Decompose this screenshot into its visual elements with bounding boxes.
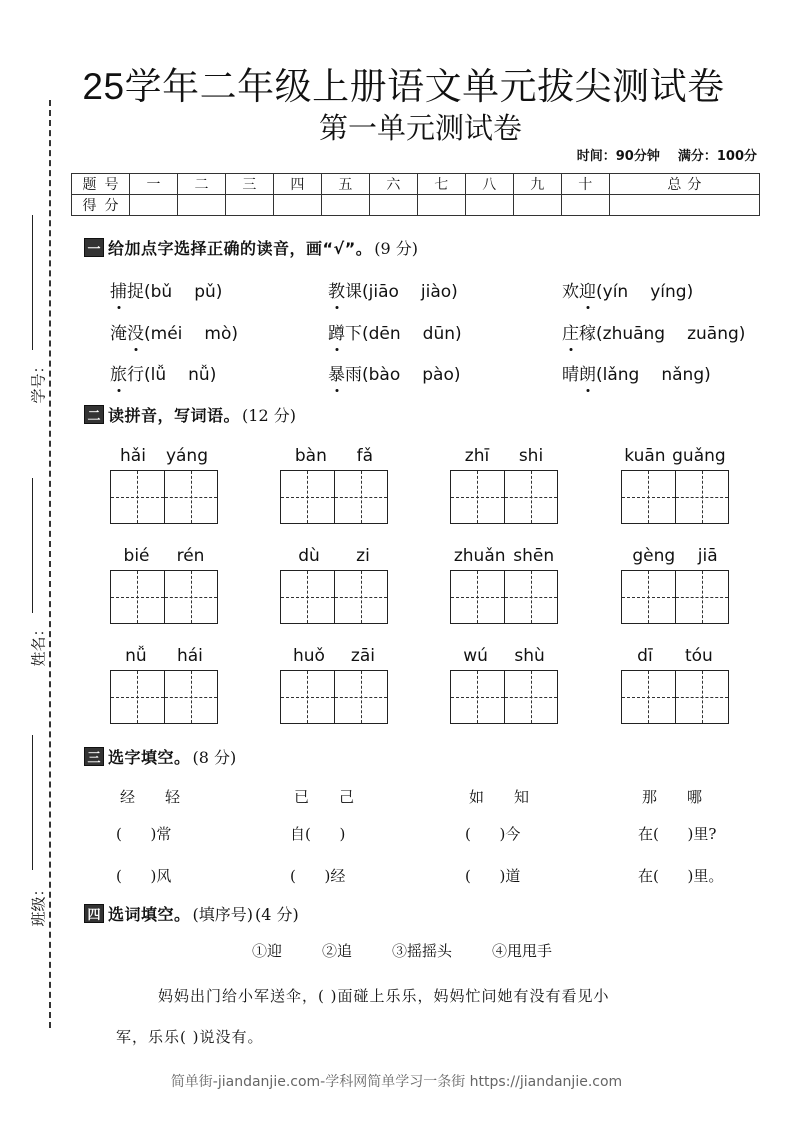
pinyin-syllable-1: dī bbox=[637, 646, 653, 666]
section-3-badge: 三 bbox=[84, 747, 104, 766]
word-chars bbox=[562, 324, 596, 344]
char: 稼 bbox=[579, 324, 596, 344]
reading-item bbox=[328, 277, 458, 302]
writing-cell[interactable] bbox=[622, 471, 675, 523]
word-chars bbox=[110, 324, 144, 344]
section-1-title: 给加点字选择正确的读音，画“√”。 bbox=[108, 239, 373, 258]
paren: ( bbox=[144, 365, 151, 385]
paren: ( bbox=[144, 282, 151, 302]
paren: ) bbox=[215, 282, 223, 302]
pinyin-option-2[interactable]: mò bbox=[204, 324, 232, 344]
section-4-badge: 四 bbox=[84, 904, 104, 923]
section-2-title: 读拼音，写词语。 bbox=[108, 406, 241, 425]
reading-item bbox=[562, 319, 745, 344]
writing-cell[interactable] bbox=[164, 571, 218, 623]
pinyin-option-1[interactable]: méi bbox=[150, 324, 183, 344]
choice-char-1: 经 bbox=[120, 788, 136, 806]
pinyin-word-box bbox=[110, 645, 218, 724]
writing-cell[interactable] bbox=[451, 471, 504, 523]
pinyin-option-2[interactable]: pào bbox=[422, 365, 454, 385]
pinyin-label bbox=[280, 445, 388, 467]
fill-blank-1[interactable]: ( )今 bbox=[465, 825, 521, 843]
pinyin-label bbox=[621, 645, 729, 667]
passage-line-1: 妈妈出门给小军送伞，( )面碰上乐乐，妈妈忙问她有没有看见小 bbox=[158, 987, 610, 1005]
score-cell[interactable] bbox=[465, 195, 513, 216]
pinyin-syllable-1: zhī bbox=[464, 446, 490, 466]
pinyin-syllable-2: shù bbox=[514, 646, 545, 666]
choice-char-1: 那 bbox=[642, 788, 658, 806]
paren: ) bbox=[686, 282, 694, 302]
pinyin-option-2[interactable]: yíng bbox=[650, 282, 687, 302]
pinyin-option-1[interactable]: zhuāng bbox=[602, 324, 666, 344]
reading-item bbox=[328, 319, 462, 344]
pinyin-syllable-1: bié bbox=[123, 546, 150, 566]
section-2-header bbox=[84, 403, 296, 426]
page-subtitle: 第一单元测试卷 bbox=[318, 113, 522, 145]
pinyin-syllable-1: zhuǎn bbox=[453, 546, 506, 566]
pinyin-word-box bbox=[280, 645, 388, 724]
pinyin-syllable-1: dù bbox=[298, 546, 320, 566]
writing-cell[interactable] bbox=[281, 671, 334, 723]
paren: ( bbox=[596, 282, 603, 302]
pinyin-word-box bbox=[280, 545, 388, 624]
col-1: 一 bbox=[130, 174, 178, 195]
section-4-header bbox=[84, 902, 299, 925]
choice-chars bbox=[290, 786, 354, 807]
dotted-char: 旅 bbox=[110, 360, 127, 385]
section-1-badge: 一 bbox=[84, 238, 104, 257]
fill-blank-2[interactable]: 在( )里。 bbox=[638, 867, 724, 885]
col-4: 四 bbox=[273, 174, 321, 195]
pinyin-option-2[interactable]: dūn bbox=[422, 324, 456, 344]
tianzige-grid bbox=[280, 670, 388, 724]
section-4-title: 选词填空。 bbox=[108, 905, 191, 924]
question-number-label: 题号 bbox=[72, 174, 130, 195]
choice-char-2: 己 bbox=[339, 788, 355, 806]
word-chars bbox=[328, 324, 362, 344]
passage-line-2: 军，乐乐( )说没有。 bbox=[116, 1028, 264, 1046]
tianzige-grid bbox=[450, 470, 558, 524]
score-label: 得分 bbox=[72, 195, 130, 216]
writing-cell[interactable] bbox=[334, 471, 388, 523]
pinyin-word-box bbox=[621, 545, 729, 624]
pinyin-syllable-2: zi bbox=[356, 546, 370, 566]
char: 课 bbox=[345, 282, 362, 302]
dotted-char: 没 bbox=[127, 319, 144, 344]
char: 行 bbox=[127, 365, 144, 385]
paren: ( bbox=[596, 365, 603, 385]
word-chars bbox=[328, 365, 362, 385]
writing-cell[interactable] bbox=[675, 471, 729, 523]
pinyin-option-1[interactable]: bǔ bbox=[150, 282, 173, 302]
paren: ( bbox=[362, 324, 369, 344]
reading-item bbox=[110, 277, 222, 302]
col-5: 五 bbox=[321, 174, 369, 195]
section-4-subtitle: (填序号) bbox=[192, 905, 254, 924]
char: 雨 bbox=[345, 365, 362, 385]
pinyin-syllable-2: fǎ bbox=[356, 446, 374, 466]
writing-cell[interactable] bbox=[451, 671, 504, 723]
paren: ( bbox=[362, 365, 369, 385]
choice-char-2: 知 bbox=[514, 788, 530, 806]
writing-cell[interactable] bbox=[504, 471, 558, 523]
tianzige-grid bbox=[110, 670, 218, 724]
reading-item bbox=[110, 319, 238, 344]
char-choice-group bbox=[116, 786, 180, 891]
fill-blank-2[interactable]: ( )经 bbox=[290, 867, 346, 885]
score-cell[interactable] bbox=[417, 195, 465, 216]
reading-item bbox=[110, 360, 216, 385]
paren: ( bbox=[144, 324, 151, 344]
pinyin-option-1[interactable]: bào bbox=[368, 365, 401, 385]
char-choice-group bbox=[465, 786, 529, 891]
pinyin-syllable-1: hǎi bbox=[120, 446, 146, 466]
pinyin-option-1[interactable]: lǚ bbox=[150, 365, 167, 385]
char: 下 bbox=[345, 324, 362, 344]
pinyin-label bbox=[110, 445, 218, 467]
tianzige-grid bbox=[280, 570, 388, 624]
writing-cell[interactable] bbox=[504, 671, 558, 723]
fill-blank-2[interactable]: ( )道 bbox=[465, 867, 521, 885]
col-7: 七 bbox=[417, 174, 465, 195]
class-label: 班级： bbox=[29, 881, 48, 927]
fill-blank-1[interactable]: 在( )里? bbox=[638, 825, 717, 843]
word-chars bbox=[562, 365, 596, 385]
pinyin-label bbox=[280, 645, 388, 667]
pinyin-syllable-2: guǎng bbox=[672, 446, 726, 466]
pinyin-syllable-2: shēn bbox=[513, 546, 555, 566]
score-cell[interactable] bbox=[561, 195, 609, 216]
choice-chars bbox=[465, 786, 529, 807]
pinyin-syllable-2: jiā bbox=[697, 546, 718, 566]
pinyin-syllable-2: rén bbox=[176, 546, 205, 566]
char-choice-group bbox=[638, 786, 723, 891]
pinyin-label bbox=[280, 545, 388, 567]
fill-blank-2[interactable]: ( )风 bbox=[116, 867, 172, 885]
pinyin-option-1[interactable]: jiāo bbox=[368, 282, 399, 302]
fill-blank-1[interactable]: 自( ) bbox=[290, 825, 346, 843]
watermark-footer: 简单街-jiandanjie.com-学科网简单学习一条街 https://jiandanjie.com bbox=[170, 1074, 623, 1090]
writing-cell[interactable] bbox=[111, 671, 164, 723]
paren: ) bbox=[209, 365, 217, 385]
pinyin-word-box bbox=[280, 445, 388, 524]
fill-blank-1[interactable]: ( )常 bbox=[116, 825, 172, 843]
score-table bbox=[71, 173, 760, 216]
col-10: 十 bbox=[561, 174, 609, 195]
option-1: ①迎 bbox=[252, 942, 283, 960]
tianzige-grid bbox=[450, 570, 558, 624]
writing-cell[interactable] bbox=[281, 471, 334, 523]
writing-cell[interactable] bbox=[451, 571, 504, 623]
pinyin-syllable-2: tóu bbox=[684, 646, 713, 666]
option-4: ④甩甩手 bbox=[492, 942, 553, 960]
word-chars bbox=[110, 365, 144, 385]
section-3-score: (8 分) bbox=[192, 748, 237, 767]
dotted-char: 蹲 bbox=[328, 319, 345, 344]
tianzige-grid bbox=[110, 470, 218, 524]
page-title: 25学年二年级上册语文单元拔尖测试卷 bbox=[82, 66, 725, 107]
writing-cell[interactable] bbox=[622, 671, 675, 723]
score-row bbox=[72, 195, 760, 216]
student-id-label: 学号： bbox=[29, 358, 48, 404]
pinyin-word-box bbox=[110, 445, 218, 524]
name-label: 姓名： bbox=[29, 621, 48, 667]
paren: ) bbox=[453, 365, 461, 385]
pinyin-syllable-2: shi bbox=[518, 446, 544, 466]
pinyin-syllable-1: gèng bbox=[632, 546, 676, 566]
reading-item bbox=[328, 360, 461, 385]
section-3-header bbox=[84, 745, 236, 768]
writing-cell[interactable] bbox=[111, 571, 164, 623]
tianzige-grid bbox=[621, 670, 729, 724]
pinyin-word-box bbox=[450, 545, 558, 624]
paren: ) bbox=[455, 324, 462, 344]
paren: ) bbox=[231, 324, 238, 344]
score-cell[interactable] bbox=[513, 195, 561, 216]
question-number-row bbox=[72, 174, 760, 195]
pinyin-word-box bbox=[450, 645, 558, 724]
col-9: 九 bbox=[513, 174, 561, 195]
writing-cell[interactable] bbox=[164, 671, 218, 723]
pinyin-syllable-1: bàn bbox=[294, 446, 327, 466]
paren: ( bbox=[596, 324, 603, 344]
score-cell[interactable] bbox=[369, 195, 417, 216]
writing-cell[interactable] bbox=[675, 671, 729, 723]
tianzige-grid bbox=[280, 470, 388, 524]
col-6: 六 bbox=[369, 174, 417, 195]
tianzige-grid bbox=[621, 570, 729, 624]
choice-char-1: 已 bbox=[294, 788, 310, 806]
score-cell[interactable] bbox=[225, 195, 273, 216]
choice-char-1: 如 bbox=[469, 788, 485, 806]
pinyin-label bbox=[450, 445, 558, 467]
pinyin-syllable-2: hái bbox=[176, 646, 203, 666]
writing-cell[interactable] bbox=[334, 571, 388, 623]
paren: ) bbox=[738, 324, 746, 344]
pinyin-label bbox=[110, 545, 218, 567]
pinyin-syllable-1: kuān bbox=[624, 446, 666, 466]
paren: ) bbox=[451, 282, 458, 302]
col-3: 三 bbox=[225, 174, 273, 195]
dotted-char: 捕 bbox=[110, 277, 127, 302]
pinyin-option-1[interactable]: dēn bbox=[368, 324, 401, 344]
writing-cell[interactable] bbox=[111, 471, 164, 523]
writing-cell[interactable] bbox=[281, 571, 334, 623]
paren: ( bbox=[362, 282, 369, 302]
word-options bbox=[252, 940, 552, 961]
word-chars bbox=[562, 282, 596, 302]
total-score-cell[interactable] bbox=[609, 195, 759, 216]
student-id-field[interactable] bbox=[32, 215, 33, 350]
col-8: 八 bbox=[465, 174, 513, 195]
section-1-score: (9 分) bbox=[374, 239, 418, 258]
option-3: ③摇摇头 bbox=[392, 942, 453, 960]
pinyin-word-box bbox=[621, 645, 729, 724]
writing-cell[interactable] bbox=[164, 471, 218, 523]
reading-item bbox=[562, 360, 711, 385]
pinyin-syllable-2: zāi bbox=[350, 646, 375, 666]
section-2-score: (12 分) bbox=[242, 406, 296, 425]
pinyin-syllable-1: huǒ bbox=[292, 646, 325, 666]
time-limit: 时间：90分钟 bbox=[576, 149, 660, 164]
score-cell[interactable] bbox=[321, 195, 369, 216]
choice-char-2: 哪 bbox=[687, 788, 703, 806]
tianzige-grid bbox=[621, 470, 729, 524]
section-1-header bbox=[84, 236, 418, 259]
char: 晴 bbox=[562, 365, 579, 385]
pinyin-word-box bbox=[110, 545, 218, 624]
name-field[interactable] bbox=[32, 478, 33, 613]
full-score: 满分：100分 bbox=[677, 149, 757, 164]
dotted-char: 暴 bbox=[328, 360, 345, 385]
choice-chars bbox=[638, 786, 723, 807]
score-cell[interactable] bbox=[273, 195, 321, 216]
dotted-char: 迎 bbox=[579, 277, 596, 302]
section-4-score: (4 分) bbox=[255, 905, 299, 924]
char-choice-group bbox=[290, 786, 354, 891]
char: 捉 bbox=[127, 282, 144, 302]
pinyin-option-2[interactable]: jiào bbox=[420, 282, 452, 302]
writing-cell[interactable] bbox=[675, 571, 729, 623]
pinyin-label bbox=[450, 545, 558, 567]
exam-meta bbox=[577, 145, 757, 164]
col-2: 二 bbox=[177, 174, 225, 195]
char: 淹 bbox=[110, 324, 127, 344]
pinyin-word-box bbox=[450, 445, 558, 524]
writing-cell[interactable] bbox=[622, 571, 675, 623]
writing-cell[interactable] bbox=[504, 571, 558, 623]
dotted-char: 教 bbox=[328, 277, 345, 302]
pinyin-option-2[interactable]: nǎng bbox=[661, 365, 705, 385]
score-cell[interactable] bbox=[130, 195, 178, 216]
section-2-badge: 二 bbox=[84, 405, 104, 424]
pinyin-label bbox=[621, 545, 729, 567]
pinyin-label bbox=[450, 645, 558, 667]
dotted-char: 朗 bbox=[579, 360, 596, 385]
pinyin-label bbox=[621, 445, 729, 467]
tianzige-grid bbox=[450, 670, 558, 724]
reading-item bbox=[562, 277, 693, 302]
paren: ) bbox=[704, 365, 711, 385]
dotted-char: 庄 bbox=[562, 319, 579, 344]
pinyin-option-1[interactable]: lǎng bbox=[602, 365, 640, 385]
pinyin-option-1[interactable]: yín bbox=[602, 282, 629, 302]
score-cell[interactable] bbox=[177, 195, 225, 216]
pinyin-syllable-1: wú bbox=[463, 646, 488, 666]
pinyin-option-2[interactable]: nǚ bbox=[188, 365, 210, 385]
choice-chars bbox=[116, 786, 180, 807]
class-field[interactable] bbox=[32, 735, 33, 870]
choice-char-2: 轻 bbox=[165, 788, 181, 806]
section-3-title: 选字填空。 bbox=[108, 748, 191, 767]
word-chars bbox=[110, 282, 144, 302]
option-2: ②追 bbox=[322, 942, 353, 960]
word-chars bbox=[328, 282, 362, 302]
pinyin-syllable-1: nǚ bbox=[125, 646, 147, 666]
writing-cell[interactable] bbox=[334, 671, 388, 723]
pinyin-label bbox=[110, 645, 218, 667]
pinyin-option-2[interactable]: zuāng bbox=[687, 324, 739, 344]
total-label: 总分 bbox=[609, 174, 759, 195]
char: 欢 bbox=[562, 282, 579, 302]
pinyin-option-2[interactable]: pǔ bbox=[194, 282, 216, 302]
pinyin-word-box bbox=[621, 445, 729, 524]
pinyin-syllable-2: yáng bbox=[165, 446, 208, 466]
tianzige-grid bbox=[110, 570, 218, 624]
binding-dashed-line bbox=[49, 100, 51, 1028]
